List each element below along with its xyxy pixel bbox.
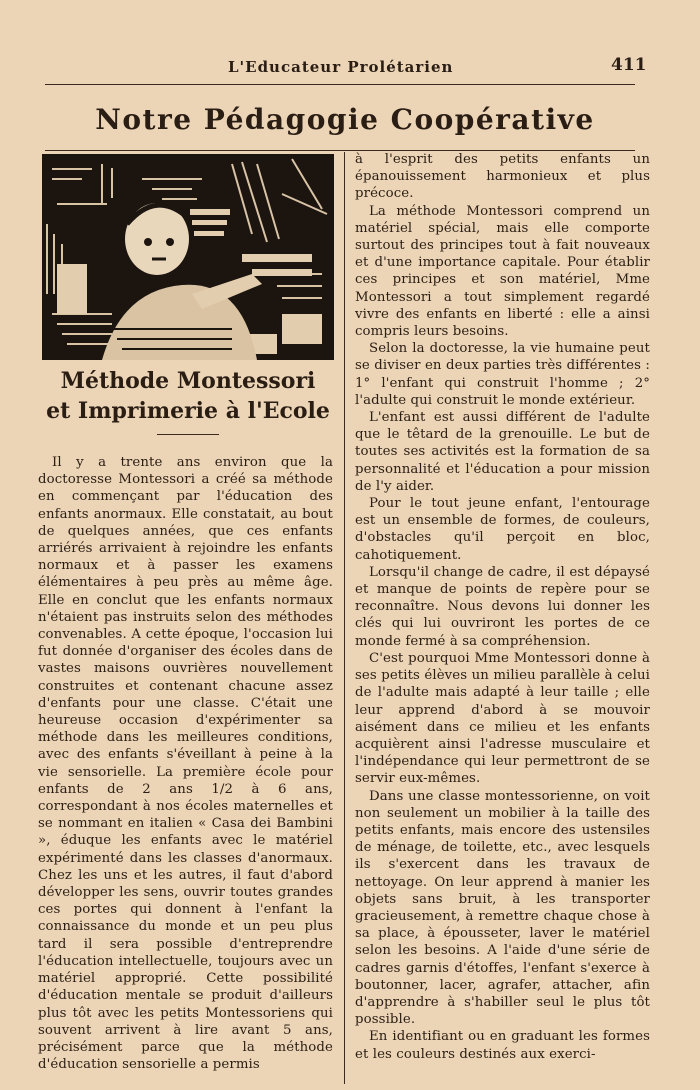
- paragraph: Il y a trente ans environ que la doctoresse Montessori a créé sa méthode en commençant par l'éducation des enfants anormaux. Elle constatait, au bout de quelques années, que ces enfants arriérés arrivaient à rejoindre les enfants normaux et à passer les examens élémentaires à peu près au même âge. Elle en conclut que les enfants normaux n'étaient pas instruits selon des méthodes convenables. A cette époque, l'occasion lui fut donnée d'organiser des écoles dans de vastes maisons ouvrières nouvellement construites et contenant chacune assez d'enfants pour une classe. C'était une heureuse occasion d'expérimenter sa méthode dans les meilleures conditions, avec des enfants s'éveillant à peine à la vie sensorielle. La première école pour enfants de 2 ans 1/2 à 6 ans, correspondant à nos écoles maternelles et se nommant en italien « Casa dei Bambini », éduque les enfants avec le matériel expérimenté dans les classes d'anormaux. Chez les uns et les autres, il faut d'abord développer les sens, ouvrir toutes grandes ces portes qui donnent à l'enfant la connaissance du monde et un peu plus tard il sera possible d'entreprendre l'éducation intellectuelle, toujours avec un matériel approprié. Cette possibilité d'éducation mentale se produit d'ailleurs plus tôt avec les petits Montessoriens qui souvent arrivent à lire avant 5 ans, précisément parce que la méthode d'éducation sensorielle a permis: [38, 455, 333, 1073]
- paragraph: La méthode Montessori comprend un matériel spécial, mais elle comporte surtout des principes tout à fait nouveaux et d'une importance capitale. Pour établir ces principes et son matériel, Mme Montessori a tout simplement regardé vivre des enfants en liberté : elle a ainsi compris leurs besoins.: [355, 203, 650, 340]
- woodcut-illustration-icon: [42, 154, 334, 360]
- column-divider: [344, 152, 345, 1084]
- right-column: [355, 151, 650, 1063]
- article-title: [42, 366, 334, 426]
- article-title-rule: [157, 434, 219, 435]
- paragraph: En identifiant ou en graduant les formes et les couleurs destinés aux exerci-: [355, 1029, 650, 1062]
- article-title-line-2: et Imprimerie à l'Ecole: [46, 398, 330, 424]
- section-title: Notre Pédagogie Coopérative: [95, 103, 595, 136]
- paragraph: Selon la doctoresse, la vie humaine peut se diviser en deux parties très différentes : 1° l'enfant qui construit l'homme ; 2° l'adulte qui construit le monde extérieur.: [355, 341, 650, 408]
- paragraph: Dans une classe montessorienne, on voit non seulement un mobilier à la taille des petits enfants, mais encore des ustensiles de ménage, de toilette, etc., avec lesquels ils s'exercent dans les travaux de nettoyage. On leur apprend à manier les objets sans bruit, à les transporter gracieusement, à remettre chaque chose à sa place, à épousseter, laver le matériel selon les besoins. A l'aide d'une série de cadres garnis d'étoffes, l'enfant s'exerce à boutonner, lacer, agrafer, attacher, afin d'apprendre à s'habiller seul le plus tôt possible.: [355, 788, 650, 1028]
- running-header: L'Educateur Prolétarien: [228, 58, 454, 76]
- paragraph: Pour le tout jeune enfant, l'entourage est un ensemble de formes, de couleurs, d'obstacles qu'il perçoit en bloc, cahotiquement.: [355, 496, 650, 563]
- left-column: [38, 454, 333, 1073]
- paragraph: L'enfant est aussi différent de l'adulte que le têtard de la grenouille. Le but de toutes ses activités est la formation de sa personnalité et l'éducation a pour mission de l'y aider.: [355, 410, 650, 494]
- header-rule: [45, 84, 635, 85]
- page-number: 411: [611, 55, 647, 75]
- paragraph: Lorsqu'il change de cadre, il est dépaysé et manque de points de repère pour se reconnaître. Nous devons lui donner les clés qui lui ouvriront les portes de ce monde fermé à sa compréhension.: [355, 564, 650, 649]
- paragraph: à l'esprit des petits enfants un épanouissement harmonieux et plus précoce.: [355, 152, 650, 202]
- paragraph: C'est pourquoi Mme Montessori donne à ses petits élèves un milieu parallèle à celui de l'adulte mais adapté à leur taille ; elle leur apprend d'abord à se mouvoir aisément dans ce milieu et les enfants acquièrent ainsi l'adresse musculaire et l'indépendance qui leur permettront de se servir eux-mêmes.: [355, 650, 650, 787]
- article-title-line-1: Méthode Montessori: [60, 368, 316, 394]
